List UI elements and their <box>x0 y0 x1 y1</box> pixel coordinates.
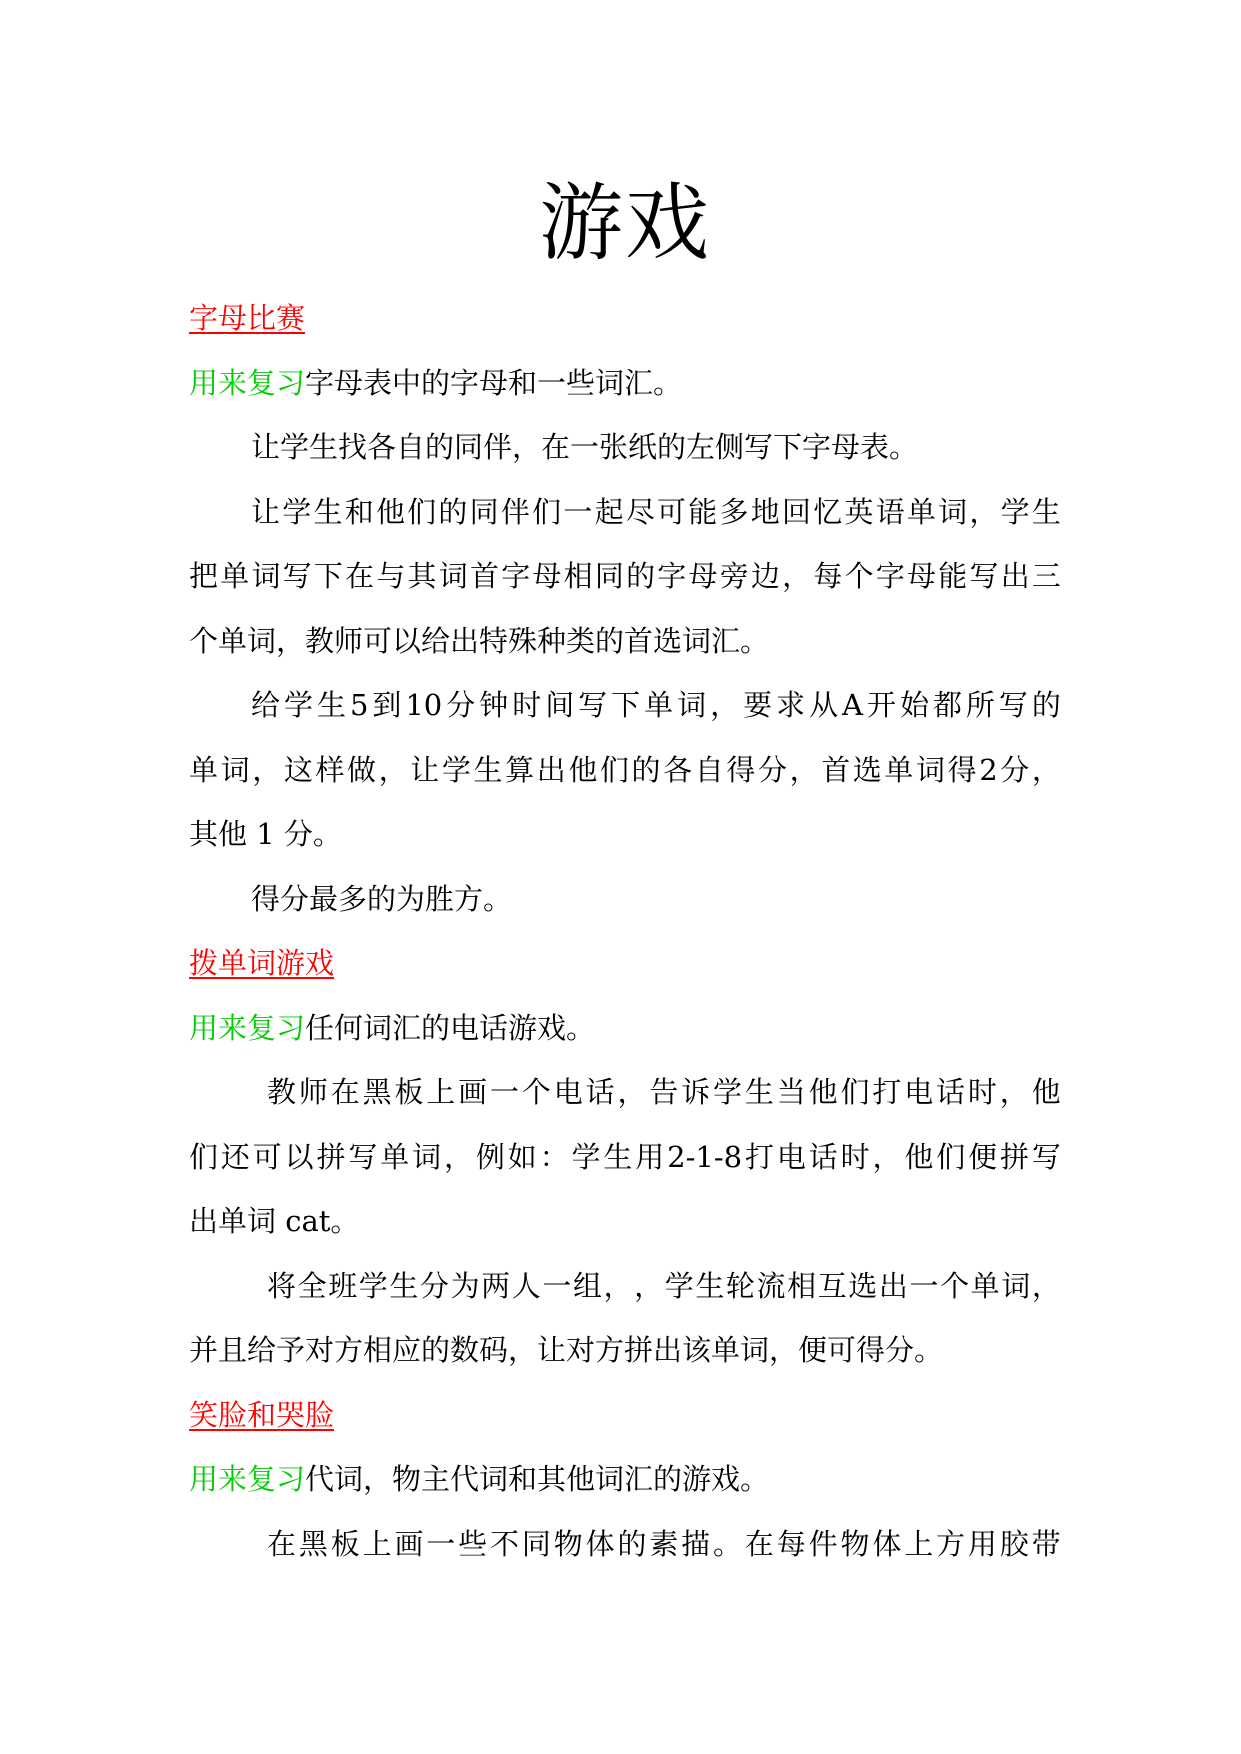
glyph: 2-1-8 <box>667 1139 743 1174</box>
glyph: 回 <box>781 494 811 529</box>
glyph: 如 <box>507 1139 537 1174</box>
glyph: 每 <box>776 1526 806 1561</box>
intro-highlight: 用来复习 <box>189 1010 306 1045</box>
section-heading-text: 拨单词游戏 <box>189 946 335 980</box>
glyph: 学 <box>441 752 471 787</box>
glyph: 单 <box>906 494 936 529</box>
glyph: 母 <box>532 559 562 593</box>
glyph: 当 <box>776 1075 806 1109</box>
glyph: 2 <box>979 752 998 787</box>
glyph: 不 <box>490 1526 520 1561</box>
glyph: 生 <box>313 494 343 529</box>
intro-highlight: 用来复习 <box>189 365 306 400</box>
paragraph-line: 个单词，教师可以给出特殊种类的首选词汇。 <box>189 623 770 658</box>
glyph: 的 <box>617 1526 647 1561</box>
glyph: ， <box>789 752 819 787</box>
paragraph-line <box>189 673 1061 738</box>
glyph: 词 <box>220 752 250 787</box>
glyph: 样 <box>315 752 345 787</box>
glyph: 电 <box>776 1139 806 1174</box>
glyph: 开 <box>866 688 896 722</box>
glyph: 便 <box>968 1139 998 1174</box>
glyph: 他 <box>904 1139 934 1174</box>
glyph: 能 <box>688 494 718 529</box>
glyph: 诉 <box>681 1075 711 1109</box>
glyph: 他 <box>568 752 598 787</box>
glyph: 单 <box>189 752 219 787</box>
intro-highlight: 用来复习 <box>189 1462 306 1496</box>
glyph: 下 <box>313 559 343 593</box>
glyph: 一 <box>909 1268 939 1303</box>
glyph: 胶 <box>999 1526 1029 1561</box>
glyph: 教 <box>267 1075 297 1109</box>
glyph: 一 <box>426 1526 456 1561</box>
glyph: 10 <box>405 688 443 722</box>
section-heading-text: 笑脸和哭脸 <box>189 1397 335 1432</box>
glyph: 词 <box>1001 1268 1031 1303</box>
glyph: 打 <box>744 1139 774 1174</box>
glyph: 5 <box>349 688 369 722</box>
glyph: 学 <box>664 1268 694 1303</box>
glyph: 生 <box>316 688 346 722</box>
glyph: 让 <box>251 494 281 529</box>
paragraph-line <box>189 480 1061 545</box>
glyph: 在 <box>744 1526 774 1561</box>
glyph: 母 <box>907 559 937 593</box>
glyph: 出 <box>878 1268 908 1303</box>
glyph: 生 <box>603 1139 633 1174</box>
glyph: 同 <box>521 1526 551 1561</box>
document-title: 游戏 <box>538 174 711 272</box>
glyph: 的 <box>438 494 468 529</box>
glyph: 流 <box>756 1268 786 1303</box>
section-intro <box>189 996 1061 1061</box>
glyph: 从 <box>809 688 839 722</box>
glyph: 带 <box>1031 1526 1061 1561</box>
glyph: 物 <box>553 1526 583 1561</box>
glyph: 字 <box>501 559 531 593</box>
glyph: 拼 <box>316 1139 346 1174</box>
glyph: 生 <box>744 1075 774 1109</box>
glyph: 每 <box>813 559 843 593</box>
glyph: 上 <box>426 1075 456 1109</box>
glyph: 要 <box>743 688 773 722</box>
intro-text: 任何词汇的电话游戏。 <box>305 1010 596 1045</box>
glyph: 上 <box>362 1526 392 1561</box>
glyph: 全 <box>297 1268 327 1303</box>
glyph: 师 <box>298 1075 328 1109</box>
section-heading-text: 字母比赛 <box>189 301 306 335</box>
glyph: 这 <box>283 752 313 787</box>
glyph: 板 <box>330 1526 360 1561</box>
glyph: 与 <box>376 559 406 593</box>
glyph: 两 <box>481 1268 511 1303</box>
glyph: 电 <box>553 1075 583 1109</box>
intro-text: 字母表中的字母和一些词汇。 <box>305 365 683 400</box>
paragraph-line: 得分最多的为胜方。 <box>251 881 513 916</box>
paragraph-line: 让学生找各自的同伴，在一张纸的左侧写下字母表。 <box>251 430 919 464</box>
glyph: 时 <box>512 688 542 722</box>
glyph: 学 <box>1000 494 1030 529</box>
glyph: 还 <box>220 1139 250 1174</box>
glyph: 时 <box>967 1075 997 1109</box>
glyph: 们 <box>532 494 562 529</box>
glyph: 用 <box>967 1526 997 1561</box>
glyph: 始 <box>899 688 929 722</box>
glyph: 分 <box>757 752 787 787</box>
glyph: 些 <box>458 1526 488 1561</box>
glyph: 黑 <box>362 1075 392 1109</box>
glyph: 选 <box>848 1268 878 1303</box>
glyph: 三 <box>1031 559 1061 593</box>
glyph: 各 <box>663 752 693 787</box>
document-body <box>189 286 1061 1576</box>
glyph: 分 <box>446 688 476 722</box>
glyph: 选 <box>852 752 882 787</box>
section-intro <box>189 1447 1061 1512</box>
glyph: 组 <box>572 1268 602 1303</box>
glyph: ， <box>782 559 812 593</box>
glyph: 们 <box>407 494 437 529</box>
glyph: 他 <box>1031 1075 1061 1109</box>
glyph: 忆 <box>813 494 843 529</box>
glyph: 以 <box>284 1139 314 1174</box>
glyph: 写 <box>282 559 312 593</box>
glyph: 单 <box>970 1268 1000 1303</box>
glyph: 语 <box>875 494 905 529</box>
glyph: 钟 <box>479 688 509 722</box>
glyph: 写 <box>578 688 608 722</box>
glyph: 例 <box>475 1139 505 1174</box>
glyph: 板 <box>394 1075 424 1109</box>
glyph: 把 <box>189 559 219 593</box>
glyph: 写 <box>969 559 999 593</box>
glyph: 一 <box>542 1268 572 1303</box>
glyph: 到 <box>372 688 402 722</box>
glyph: ， <box>999 1075 1029 1109</box>
glyph: 素 <box>649 1526 679 1561</box>
glyph: 方 <box>936 1526 966 1561</box>
glyph: 伴 <box>500 494 530 529</box>
glyph: 。 <box>713 1526 743 1561</box>
glyph: ， <box>1031 752 1061 787</box>
glyph: 首 <box>821 752 851 787</box>
glyph: 话 <box>936 1075 966 1109</box>
glyph: 画 <box>458 1075 488 1109</box>
glyph: 们 <box>840 1075 870 1109</box>
section-heading <box>189 1383 1061 1448</box>
glyph: 地 <box>750 494 780 529</box>
glyph: 可 <box>252 1139 282 1174</box>
glyph: 们 <box>599 752 629 787</box>
glyph: 自 <box>694 752 724 787</box>
glyph: 学 <box>282 494 312 529</box>
glyph: 尽 <box>625 494 655 529</box>
glyph: 时 <box>840 1139 870 1174</box>
paragraph-line <box>189 1254 1061 1319</box>
glyph: 在 <box>267 1526 297 1561</box>
paragraph-line: 其他 1 分。 <box>189 817 342 851</box>
glyph: 写 <box>348 1139 378 1174</box>
glyph: ， <box>872 1139 902 1174</box>
intro-text: 代词，物主代词和其他词汇的游戏。 <box>305 1462 770 1496</box>
glyph: 分 <box>1000 752 1030 787</box>
glyph: 和 <box>344 494 374 529</box>
glyph: 单 <box>884 752 914 787</box>
glyph: 出 <box>536 752 566 787</box>
glyph: 学 <box>713 1075 743 1109</box>
glyph: 上 <box>904 1526 934 1561</box>
glyph: 将 <box>267 1268 297 1303</box>
glyph: 生 <box>1031 494 1061 529</box>
glyph: 学 <box>571 1139 601 1174</box>
paragraph-line <box>189 738 1061 803</box>
glyph: 可 <box>657 494 687 529</box>
glyph: 学 <box>283 688 313 722</box>
glyph: ， <box>617 1075 647 1109</box>
glyph: ： <box>539 1139 569 1174</box>
paragraph-line <box>189 544 1061 609</box>
glyph: 在 <box>345 559 375 593</box>
glyph: 黑 <box>298 1526 328 1561</box>
glyph: 得 <box>726 752 756 787</box>
glyph: 算 <box>505 752 535 787</box>
glyph: 词 <box>438 559 468 593</box>
glyph: 同 <box>469 494 499 529</box>
glyph: 下 <box>611 688 641 722</box>
glyph: 个 <box>521 1075 551 1109</box>
glyph: 旁 <box>719 559 749 593</box>
paragraph-line <box>189 1060 1061 1125</box>
glyph: 为 <box>450 1268 480 1303</box>
glyph: 做 <box>347 752 377 787</box>
glyph: 个 <box>844 559 874 593</box>
section-heading <box>189 931 1061 996</box>
glyph: 话 <box>808 1139 838 1174</box>
section-heading <box>189 286 1061 351</box>
glyph: ， <box>603 1268 633 1303</box>
glyph: 体 <box>872 1526 902 1561</box>
glyph: 单 <box>380 1139 410 1174</box>
glyph: 写 <box>1031 1139 1061 1174</box>
glyph: 所 <box>965 688 995 722</box>
glyph: 的 <box>626 559 656 593</box>
glyph: 班 <box>328 1268 358 1303</box>
paragraph-line: 出单词 cat。 <box>189 1204 360 1238</box>
glyph: ， <box>634 1268 664 1303</box>
glyph: 互 <box>817 1268 847 1303</box>
glyph: 能 <box>938 559 968 593</box>
glyph: 告 <box>649 1075 679 1109</box>
glyph: 词 <box>938 494 968 529</box>
glyph: 间 <box>545 688 575 722</box>
glyph: 生 <box>695 1268 725 1303</box>
glyph: 词 <box>412 1139 442 1174</box>
paragraph-line <box>189 1125 1061 1190</box>
glyph: 分 <box>419 1268 449 1303</box>
glyph: 相 <box>787 1268 817 1303</box>
glyph: 让 <box>410 752 440 787</box>
glyph: 单 <box>220 559 250 593</box>
glyph: 轮 <box>725 1268 755 1303</box>
glyph: 打 <box>872 1075 902 1109</box>
paragraph-line: 并且给予对方相应的数码，让对方拼出该单词，便可得分。 <box>189 1333 944 1367</box>
glyph: 们 <box>936 1139 966 1174</box>
glyph: 求 <box>776 688 806 722</box>
glyph: 单 <box>644 688 674 722</box>
glyph: 件 <box>808 1526 838 1561</box>
glyph: 词 <box>916 752 946 787</box>
glyph: 拼 <box>999 1139 1029 1174</box>
glyph: ， <box>378 752 408 787</box>
glyph: 都 <box>932 688 962 722</box>
glyph: 字 <box>875 559 905 593</box>
glyph: 生 <box>389 1268 419 1303</box>
glyph: 他 <box>375 494 405 529</box>
glyph: ， <box>1031 1268 1061 1303</box>
glyph: 边 <box>750 559 780 593</box>
glyph: 字 <box>657 559 687 593</box>
glyph: 多 <box>719 494 749 529</box>
glyph: 的 <box>1031 688 1061 722</box>
glyph: 在 <box>330 1075 360 1109</box>
glyph: 给 <box>251 688 281 722</box>
glyph: 一 <box>490 1075 520 1109</box>
glyph: 话 <box>585 1075 615 1109</box>
glyph: 电 <box>904 1075 934 1109</box>
glyph: 一 <box>563 494 593 529</box>
glyph: 他 <box>808 1075 838 1109</box>
glyph: 人 <box>511 1268 541 1303</box>
glyph: 得 <box>947 752 977 787</box>
glyph: 们 <box>189 1139 219 1174</box>
glyph: 其 <box>407 559 437 593</box>
glyph: 学 <box>358 1268 388 1303</box>
glyph: 起 <box>594 494 624 529</box>
glyph: 个 <box>940 1268 970 1303</box>
glyph: A <box>842 688 863 722</box>
glyph: 物 <box>840 1526 870 1561</box>
glyph: 母 <box>688 559 718 593</box>
section-intro <box>189 351 1061 416</box>
glyph: ， <box>969 494 999 529</box>
glyph: 的 <box>631 752 661 787</box>
glyph: 首 <box>469 559 499 593</box>
glyph: 英 <box>844 494 874 529</box>
glyph: 词 <box>251 559 281 593</box>
glyph: 词 <box>677 688 707 722</box>
glyph: 同 <box>594 559 624 593</box>
glyph: 相 <box>563 559 593 593</box>
glyph: ， <box>710 688 740 722</box>
glyph: 用 <box>635 1139 665 1174</box>
paragraph-line <box>189 1512 1061 1577</box>
glyph: 描 <box>681 1526 711 1561</box>
glyph: 生 <box>473 752 503 787</box>
glyph: ， <box>252 752 282 787</box>
glyph: 写 <box>998 688 1028 722</box>
glyph: 体 <box>585 1526 615 1561</box>
glyph: 出 <box>1000 559 1030 593</box>
glyph: ， <box>444 1139 474 1174</box>
glyph: 画 <box>394 1526 424 1561</box>
